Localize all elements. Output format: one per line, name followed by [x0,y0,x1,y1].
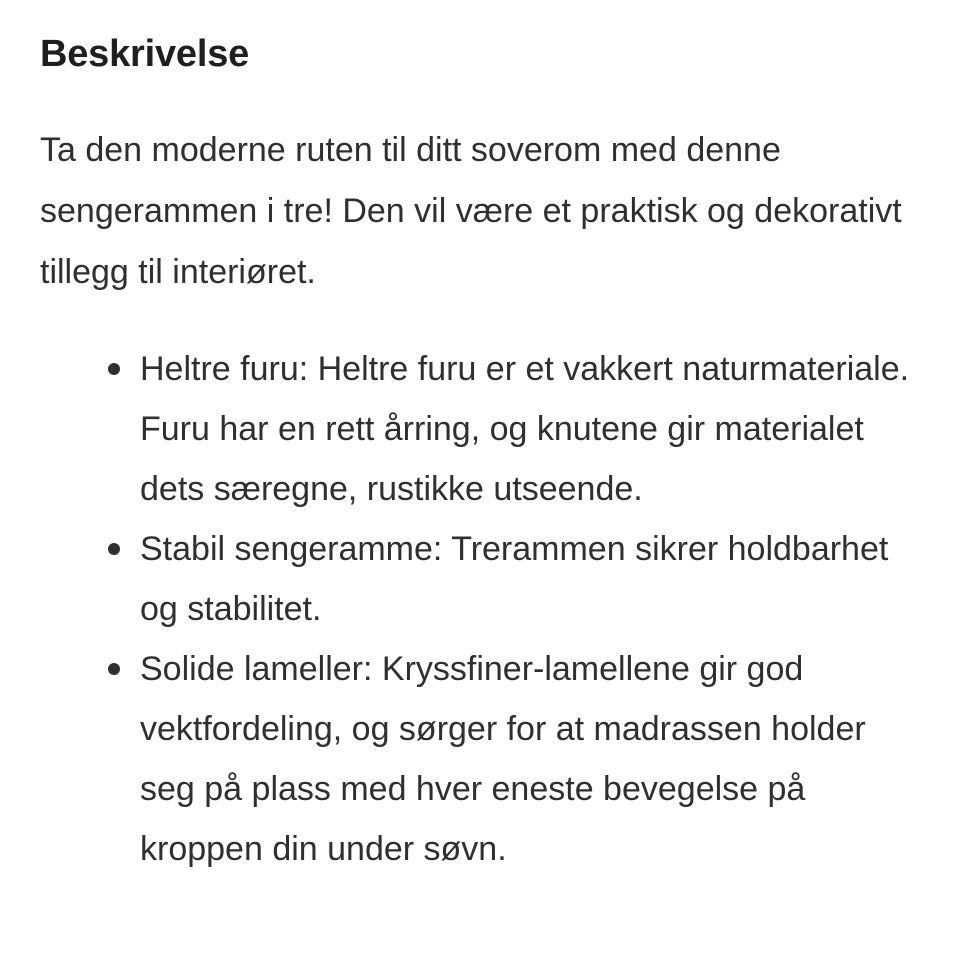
feature-item-heltre-furu [140,339,920,519]
bullet-dot-icon [108,363,120,375]
bullet-dot-icon [108,543,120,555]
feature-item-solide-lameller [140,639,920,879]
feature-text: Solide lameller: Kryssfiner-lamellene gir god vektfordeling, og sørger for at madrassen holder seg på plass med hver eneste bevegelse på kroppen din under søvn. [140,650,866,868]
description-heading: Beskrivelse [40,33,250,75]
feature-text: Heltre furu: Heltre furu er et vakkert naturmateriale. Furu har en rett årring, og knutene gir materialet dets særegne, rustikke utseende. [140,350,910,508]
bullet-dot-icon [108,663,120,675]
description-intro: Ta den moderne ruten til ditt soverom med denne sengerammen i tre! Den vil være et praktisk og dekorativt tillegg til interiøret. [40,131,902,291]
feature-text: Stabil sengeramme: Trerammen sikrer holdbarhet og stabilitet. [140,530,889,628]
feature-list [40,339,920,879]
feature-item-stabil-sengeramme [140,519,920,639]
